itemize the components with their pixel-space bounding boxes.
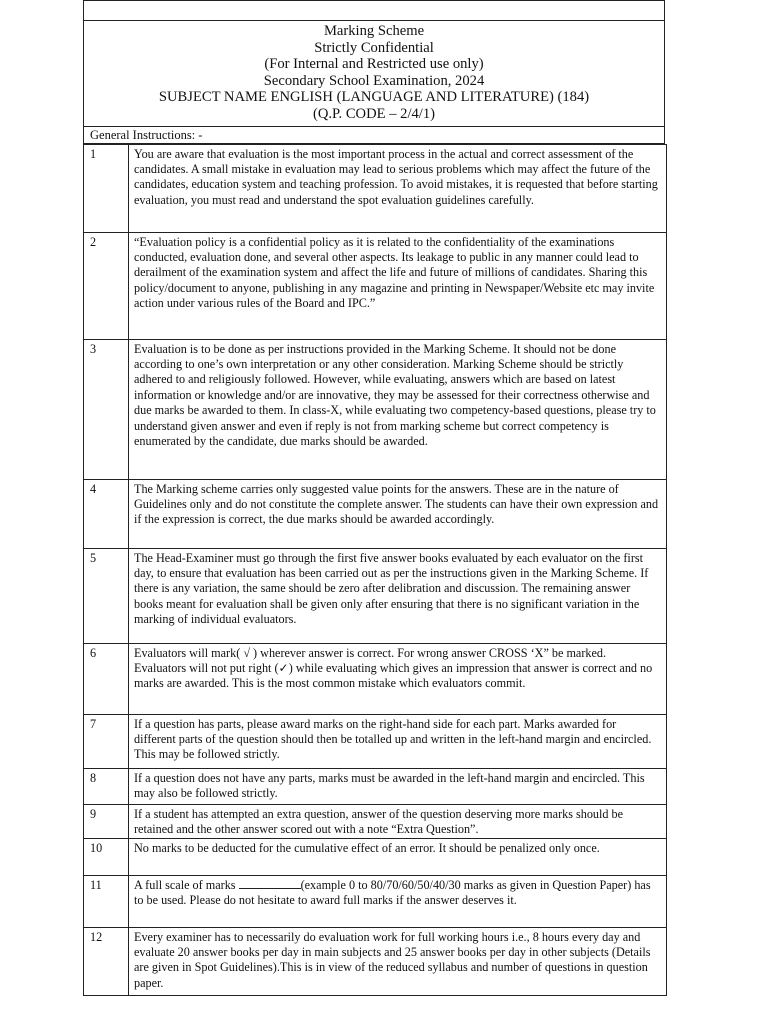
rule-text: “Evaluation policy is a confidential policy as it is related to the confidentiality of the examinations conducted, evaluation done, and several other aspects. Its leakage to public in any manner could lead to derailment of the examination system and affect the life and future of millions of candidates. Sharing this policy/document to anyone, publishing in any magazine and printing in Newspaper/Website etc may invite action under various rules of the Board and IPC.” bbox=[129, 232, 667, 339]
table-row bbox=[84, 768, 667, 804]
header-exam-name: Secondary School Examination, 2024 bbox=[263, 72, 485, 89]
rule-number: 9 bbox=[84, 804, 129, 838]
rule-text-before-blank: A full scale of marks bbox=[134, 877, 239, 892]
rule-text: Evaluation is to be done as per instructions provided in the Marking Scheme. It should not be done according to one’s own interpretation or any other consideration. Marking Scheme should be strictly adhered to and religiously followed. However, while evaluating, answers which are based on latest information or knowledge and/or are innovative, they may be assessed for their correctness otherwise and due marks be awarded to them. In class-X, while evaluating two competency-based questions, please try to understand given answer and even if reply is not from marking scheme but correct competency is enumerated by the candidate, due marks should be awarded. bbox=[129, 339, 667, 479]
rule-text: The Marking scheme carries only suggested value points for the answers. These are in the nature of Guidelines only and do not constitute the complete answer. The students can have their own expression and if the expression is correct, the due marks should be awarded accordingly. bbox=[129, 479, 667, 548]
marks-blank-line bbox=[239, 878, 301, 889]
table-row bbox=[84, 804, 667, 838]
rule-number: 10 bbox=[84, 838, 129, 875]
rule-text: No marks to be deducted for the cumulative effect of an error. It should be penalized only once. bbox=[129, 838, 667, 875]
rule-text: If a question has parts, please award marks on the right-hand side for each part. Marks awarded for different parts of the question should then be totalled up and written in the left-hand margin and encircled. This may be followed strictly. bbox=[129, 714, 667, 768]
table-row bbox=[84, 838, 667, 875]
header-restricted-use: (For Internal and Restricted use only) bbox=[264, 56, 484, 73]
rule-text: Every examiner has to necessarily do evaluation work for full working hours i.e., 8 hours every day and evaluate 20 answer books per day in main subjects and 25 answer books per day in other subjects (Details are given in Spot Guidelines).This is in view of the reduced syllabus and number of questions in question paper. bbox=[129, 927, 667, 995]
rule-number: 8 bbox=[84, 768, 129, 804]
table-row bbox=[84, 479, 667, 548]
rule-number: 6 bbox=[84, 643, 129, 714]
table-row bbox=[84, 548, 667, 643]
rule-text: If a question does not have any parts, marks must be awarded in the left-hand margin and encircled. This may also be followed strictly. bbox=[129, 768, 667, 804]
table-row bbox=[84, 875, 667, 927]
rule-text: Evaluators will mark( √ ) wherever answer is correct. For wrong answer CROSS ‘X” be marked. Evaluators will not put right (✓) while evaluating which gives an impression that answer is correct and no marks are awarded. This is the most common mistake which evaluators commit. bbox=[129, 643, 667, 714]
general-instructions-label: General Instructions: - bbox=[83, 127, 665, 144]
rule-text bbox=[129, 875, 667, 927]
rule-number: 5 bbox=[84, 548, 129, 643]
rule-text-after-blank: (example 0 to 80/70/60/50/40/30 marks as given in Question Paper) has to be used. Please do not hesitate to award full marks if the answer deserves it. bbox=[134, 877, 651, 907]
header-qp-code: (Q.P. CODE – 2/4/1) bbox=[312, 105, 436, 122]
rule-number: 4 bbox=[84, 479, 129, 548]
header-confidential: Strictly Confidential bbox=[314, 39, 434, 56]
rule-number: 12 bbox=[84, 927, 129, 995]
rule-number: 1 bbox=[84, 144, 129, 232]
rule-text: The Head-Examiner must go through the first five answer books evaluated by each evaluator on the first day, to ensure that evaluation has been carried out as per the instructions given in the Marking Scheme. If there is any variation, the same should be zero after delibration and discussion. The remaining answer books meant for evaluation shall be given only after ensuring that there is no significant variation in the marking of individual evaluators. bbox=[129, 548, 667, 643]
table-row bbox=[84, 643, 667, 714]
table-row bbox=[84, 927, 667, 995]
document-header bbox=[83, 20, 665, 127]
rule-number: 3 bbox=[84, 339, 129, 479]
table-row bbox=[84, 144, 667, 232]
table-row bbox=[84, 232, 667, 339]
rule-number: 11 bbox=[84, 875, 129, 927]
table-row bbox=[84, 339, 667, 479]
instructions-table bbox=[83, 144, 667, 996]
header-subject-name: SUBJECT NAME ENGLISH (LANGUAGE AND LITERATURE) (184) bbox=[158, 89, 590, 106]
rule-number: 2 bbox=[84, 232, 129, 339]
header-title: Marking Scheme bbox=[323, 23, 425, 39]
rule-text: You are aware that evaluation is the most important process in the actual and correct assessment of the candidates. A small mistake in evaluation may lead to serious problems which may affect the future of the candidates, education system and teaching profession. To avoid mistakes, it is requested that before starting evaluation, you must read and understand the spot evaluation guidelines carefully. bbox=[129, 144, 667, 232]
table-row bbox=[84, 714, 667, 768]
top-blank-row bbox=[83, 0, 665, 20]
rule-text: If a student has attempted an extra question, answer of the question deserving more marks should be retained and the other answer scored out with a note “Extra Question”. bbox=[129, 804, 667, 838]
rule-number: 7 bbox=[84, 714, 129, 768]
marking-scheme-sheet bbox=[83, 0, 665, 996]
